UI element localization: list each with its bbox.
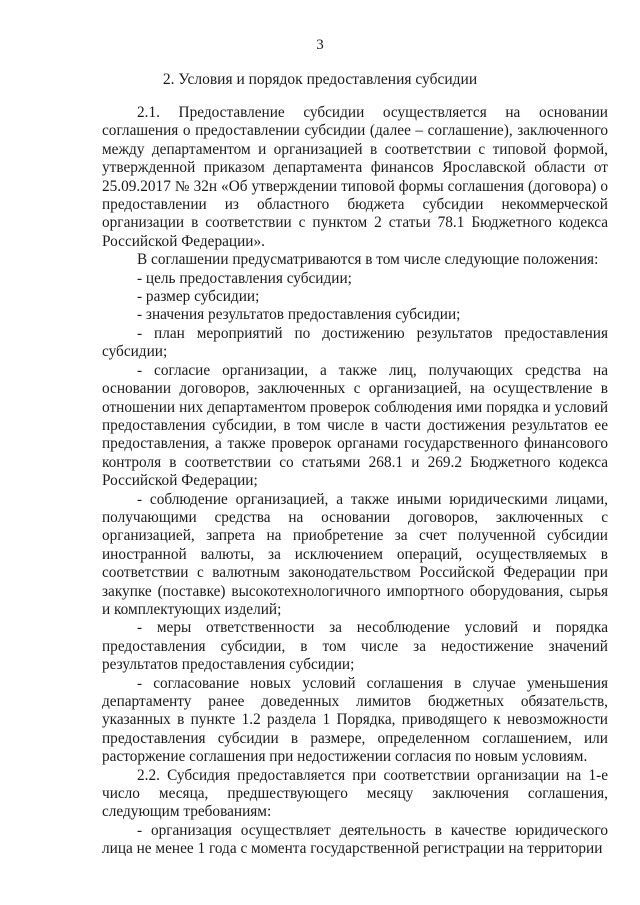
list-item-goal: - цель предоставления субсидии; bbox=[137, 269, 352, 287]
list-item-amount: - размер субсидии; bbox=[137, 288, 260, 306]
list-item-currency-ban: - соблюдение организацией, а также иными юридическими лицами, получающими средства на основании договоров, заключенных с организацией, запрета на приобретение за счет полученной субсидии иностранной валюты, за исключением операций, осуществляемых в соответствии с валютным законодательством Российской Федерации при закупке (поставке) высокотехнологичного импортного оборудования, сырья и комплектующих изделий; bbox=[102, 490, 608, 618]
list-item-new-terms: - согласование новых условий соглашения в случае уменьшения департаменту ранее доведенных лимитов бюджетных обязательств, указанных в пункте 1.2 раздела 1 Порядка, приводящего к невозможности предоставления субсидии в размере, определенном соглашением, или расторжение соглашения при недостижении согласия по новым условиям. bbox=[102, 674, 608, 766]
list-item-action-plan: - план мероприятий по достижению результатов предоставления субсидии; bbox=[102, 324, 608, 361]
list-item-registration: - организация осуществляет деятельность в качестве юридического лица не менее 1 года с момента государственной регистрации на территории bbox=[102, 821, 608, 858]
paragraph-provisions-intro: В соглашении предусматриваются в том числе следующие положения: bbox=[137, 251, 599, 269]
list-item-liability: - меры ответственности за несоблюдение условий и порядка предоставления субсидии, в том числе за недостижение значений результатов предоставления субсидии; bbox=[102, 619, 608, 674]
page-number: 3 bbox=[316, 37, 324, 53]
list-item-results: - значения результатов предоставления субсидии; bbox=[137, 306, 461, 324]
section-title: 2. Условия и порядок предоставления субсидии bbox=[162, 71, 478, 88]
paragraph-2-1: 2.1. Предоставление субсидии осуществляется на основании соглашения о предоставлении субсидии (далее – соглашение), заключенного между департаментом и организацией в соответствии с типовой формой, утвержденной приказом департамента финансов Ярославской области от 25.09.2017 № 32н «Об утверждении типовой формы соглашения (договора) о предоставлении из областного бюджета субсидии некоммерческой организации в соответствии с пунктом 2 статьи 78.1 Бюджетного кодекса Российской Федерации». bbox=[102, 104, 608, 250]
paragraph-2-2: 2.2. Субсидия предоставляется при соответствии организации на 1-е число месяца, предшествующего месяцу заключения соглашения, следующим требованиям: bbox=[102, 766, 608, 821]
document-body bbox=[102, 104, 608, 859]
list-item-audit-consent: - согласие организации, а также лиц, получающих средства на основании договоров, заключенных с организацией, на осуществление в отношении них департаментом проверок соблюдения ими порядка и условий предоставления субсидии, в том числе в части достижения результатов ее предоставления, а также проверок органами государственного финансового контроля в соответствии со статьями 268.1 и 269.2 Бюджетного кодекса Российской Федерации; bbox=[102, 361, 608, 490]
